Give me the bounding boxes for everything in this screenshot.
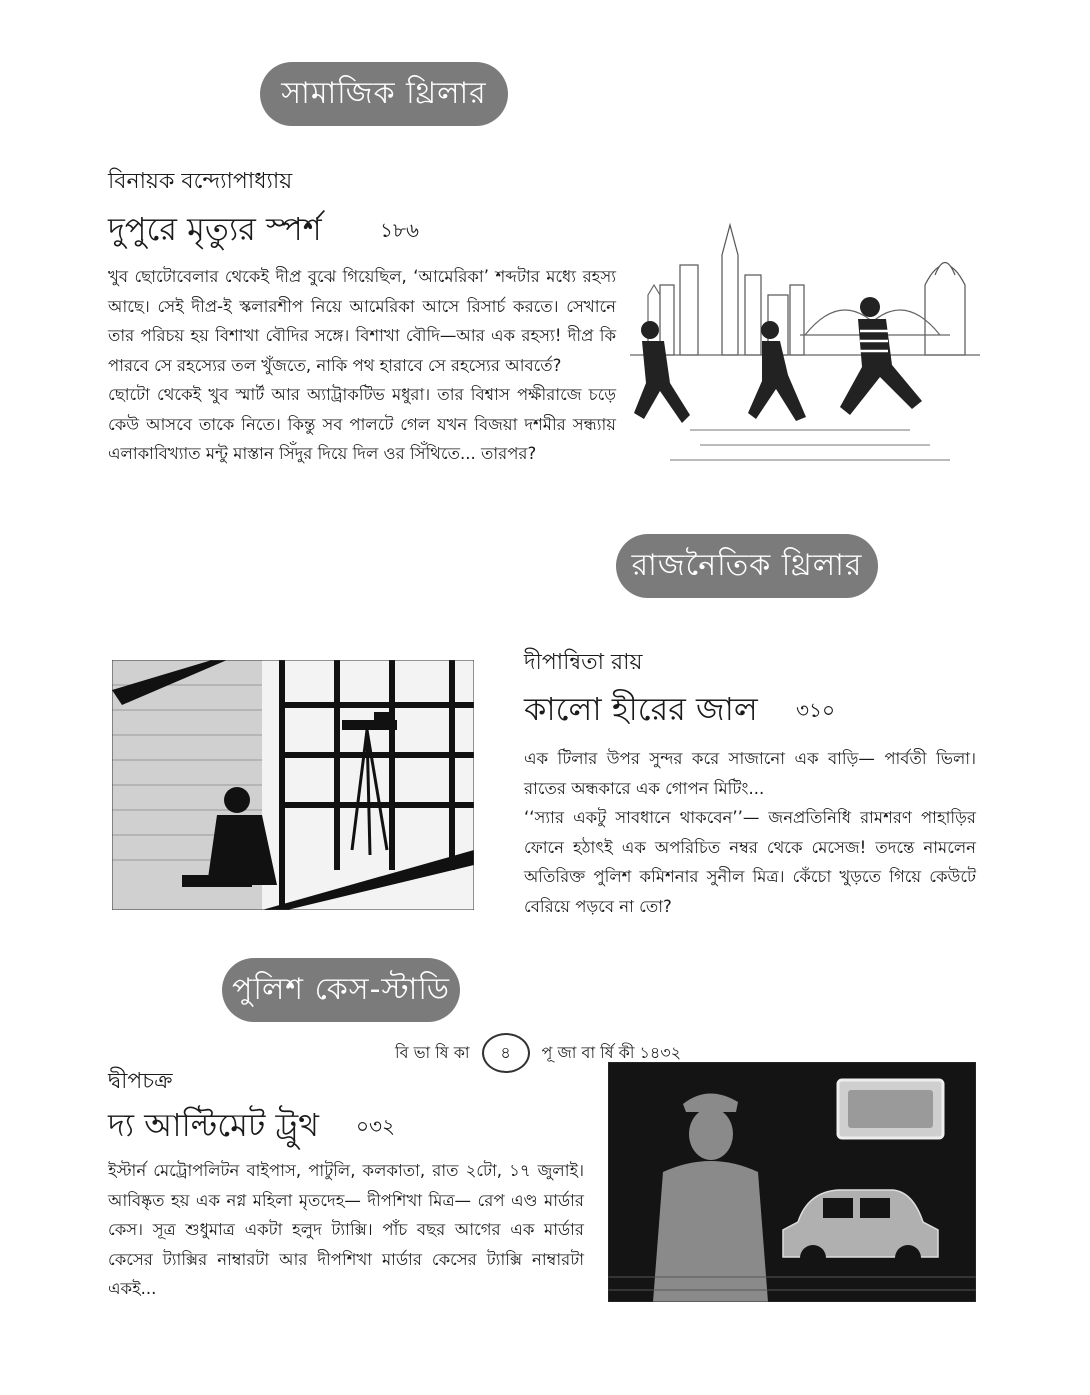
author-name: দ্বীপচক্র: [108, 1069, 173, 1094]
story-title: দুপুরে মৃত্যুর স্পর্শ: [108, 210, 322, 248]
page-number: ৪: [500, 1042, 511, 1062]
synopsis-paragraph: এক টিলার উপর সুন্দর করে সাজানো এক বাড়ি— পার্বতী ভিলা। রাতের অন্ধকারে এক গোপন মিটিং...: [524, 749, 976, 798]
page-footer: [395, 1033, 681, 1073]
story-synopsis: [108, 262, 616, 469]
issue-name: পূ জা বা র্ষি কী ১৪৩২: [541, 1042, 682, 1062]
running-figures-illustration: [630, 215, 980, 470]
synopsis-paragraph: ইস্টার্ন মেট্রোপলিটন বাইপাস, পাটুলি, কলকাতা, রাত ২টো, ১৭ জুলাই। আবিষ্কৃত হয় এক নগ্ন মহিলা মৃতদেহ— দীপশিখা মিত্র— রেপ এণ্ড মার্ডার কেস। সূত্র শুধুমাত্র একটা হলুদ ট্যাক্সি। পাঁচ বছর আগের এক মার্ডার কেসের ট্যাক্সির নাম্বারটা আর দীপশিখা মার্ডার কেসের ট্যাক্সি নাম্বারটা একই...: [108, 1161, 584, 1298]
section-heading-social-thriller: সামাজিক থ্রিলার: [260, 62, 508, 126]
author-name: বিনায়ক বন্দ্যোপাধ্যায়: [108, 169, 293, 194]
sniper-room-illustration: [112, 660, 474, 910]
page-number-ref: ১৮৬: [380, 218, 419, 242]
author-name: দীপান্বিতা রায়: [524, 650, 643, 675]
synopsis-paragraph: খুব ছোটোবেলার থেকেই দীপ্র বুঝে গিয়েছিল, ‘আমেরিকা’ শব্দটার মধ্যে রহস্য আছে। সেই দীপ্র-ই স্কলারশীপ নিয়ে আমেরিকা আসে রিসার্চ করতে। সেখানে তার পরিচয় হয় বিশাখা বৌদির সঙ্গে। বিশাখা বৌদি—আর এক রহস্য! দীপ্র কি পারবে সে রহস্যের তল খুঁজতে, নাকি পথ হারাবে সে রহস্যের আবর্তে?: [108, 267, 616, 375]
page-number-ref: ০৩২: [356, 1114, 396, 1138]
page-number-ref: ৩১০: [796, 698, 835, 722]
police-taxi-illustration: [608, 1062, 976, 1302]
synopsis-paragraph: ছোটো থেকেই খুব স্মার্ট আর অ্যাট্রাকটিভ মধুরা। তার বিশ্বাস পক্ষীরাজে চড়ে কেউ আসবে তাকে নিতে। কিন্তু সব পালটে গেল যখন বিজয়া দশমীর সন্ধ্যায় এলাকাবিখ্যাত মন্টু মাস্তান সিঁদুর দিয়ে দিল ওর সিঁথিতে... তারপর?: [108, 385, 616, 463]
story-title: দ্য আল্টিমেট ট্রুথ: [108, 1106, 319, 1144]
page-number-circle: [482, 1033, 530, 1073]
synopsis-paragraph: ‘‘স্যার একটু সাবধানে থাকবেন’’— জনপ্রতিনিধি রামশরণ পাহাড়ির ফোনে হঠাৎই এক অপরিচিত নম্বর থেকে মেসেজ! তদন্তে নামলেন অতিরিক্ত পুলিশ কমিশনার সুনীল মিত্র। কেঁচো খুড়তে গিয়ে কেউটে বেরিয়ে পড়বে না তো?: [524, 808, 976, 916]
story-synopsis: [524, 744, 976, 921]
story-synopsis: [108, 1156, 584, 1304]
section-heading-police-case-study: পুলিশ কেস-স্টাডি: [222, 958, 460, 1022]
story-title: কালো হীরের জাল: [524, 690, 758, 728]
section-heading-political-thriller: রাজনৈতিক থ্রিলার: [616, 534, 878, 598]
magazine-name: বি ভা ষি কা: [395, 1042, 470, 1062]
